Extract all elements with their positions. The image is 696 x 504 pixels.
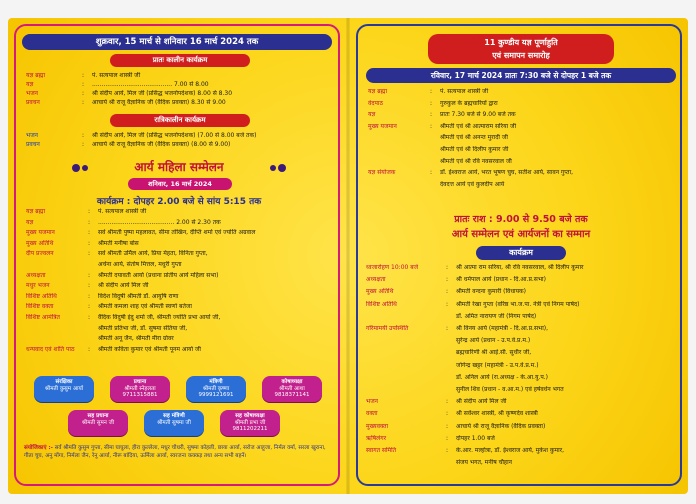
- contact-name: श्रीमती सुषमा जी: [157, 419, 191, 426]
- row-label: अध्यक्षता: [26, 271, 46, 279]
- info-row: [366, 374, 676, 382]
- row-colon: :: [88, 218, 91, 226]
- info-row: [26, 272, 332, 280]
- row-colon: :: [430, 122, 433, 130]
- contact-name: श्रीमती आशा: [279, 385, 305, 392]
- night-program-title: रात्रिकालीन कार्यक्रम: [110, 114, 250, 127]
- row-value: ........................................ 2.00 से 2.30 तक: [98, 218, 221, 226]
- contact-role: कोषाध्यक्षा: [281, 379, 303, 385]
- decor-dot: [270, 165, 276, 171]
- info-row: [26, 240, 332, 248]
- contact-phone: 9811202211: [232, 426, 268, 432]
- info-row: [26, 81, 332, 89]
- row-label: प्रवचन: [26, 99, 40, 106]
- info-row: [26, 314, 332, 322]
- row-colon: :: [88, 303, 91, 311]
- row-label: विशिष्ट अतिथि: [26, 292, 57, 300]
- info-row: [366, 459, 676, 467]
- row-label: यज्ञ ब्रह्मा: [368, 88, 388, 95]
- row-label: यज्ञ: [368, 111, 376, 119]
- brochure-sheet: [8, 18, 688, 494]
- row-value: जोगेन्द्र खट्टर (महामंत्री - उ.प.वे.प्र.म.): [456, 361, 539, 369]
- info-row: [26, 250, 332, 258]
- contact-role: सह मंत्रिणी: [163, 413, 185, 419]
- row-label: गरिमामयी उपस्थिति: [366, 325, 409, 332]
- row-colon: :: [82, 72, 85, 79]
- row-label: स्वागत समिति: [366, 447, 397, 454]
- info-row: [366, 435, 676, 443]
- row-colon: :: [446, 410, 449, 418]
- row-colon: :: [88, 314, 91, 321]
- row-colon: :: [88, 345, 91, 353]
- purnahuti-title: [428, 34, 614, 64]
- info-row: [26, 90, 332, 98]
- left-panel: [14, 24, 340, 486]
- footer-text: सर्व श्रीमति कुसुम गुप्ता, सीमा घाघुला, हीरा कुल्लेला, मधुर चौधरी, सुषमा कोहली, छाया आर्या, सरोज आहूजा, निर्मल वर्मा, सरला खुराना, गीता चुघ, अनु मोंगा, निर्मला जैन, रेनू आर्या, नीरू बांदिया, ऊर्मिला आर्या, स्वरजना कक्कड़ तथा अन्य सभी बहनें।: [24, 445, 326, 459]
- row-value: संजय भगत, मनीष चौहान: [456, 459, 513, 467]
- contact-card: [144, 410, 204, 436]
- info-row: [26, 335, 332, 343]
- contact-card: [68, 410, 128, 436]
- row-label: यज्ञ: [26, 218, 34, 226]
- purnahuti-title-line1: 11 कुण्डीय यज्ञ पूर्णाहुति: [484, 38, 558, 47]
- contact-role: सह प्रधाना: [87, 413, 109, 419]
- info-row: [368, 134, 674, 142]
- row-value: श्रीमती एवं श्री अनन्त मुरादी जी: [440, 134, 508, 142]
- row-value: श्रीमती कमला शाह एवं श्रीमती स्वर्णा बतेजा: [98, 303, 192, 311]
- contact-card: [262, 376, 322, 402]
- row-label: यज्ञ: [26, 81, 34, 88]
- row-label: मुख्य यजमान: [368, 122, 397, 130]
- row-label: वेदपाठ: [368, 99, 383, 107]
- contact-name: श्रीमती सुमन जी: [81, 419, 115, 426]
- info-row: [366, 362, 676, 370]
- row-value: श्रीमती एवं श्री रवि नवसरवाल जी: [440, 157, 512, 165]
- row-label: भजन: [26, 90, 39, 97]
- row-label: मुख्य अतिथि: [26, 239, 54, 247]
- row-value: डॉ. ईश्वराज आर्य, भरत भूषण चुघ, सतीश आर्य, सावन गुप्ता,: [440, 169, 574, 177]
- row-label: यज्ञ संयोजक: [368, 169, 396, 177]
- info-row: [368, 146, 674, 154]
- date-banner: शुक्रवार, 15 मार्च से शनिवार 16 मार्च 2024 तक: [22, 34, 332, 50]
- row-label: दीप प्रज्वलन: [26, 250, 54, 258]
- row-value: श्रीमती एवं श्री दिलीप कुमार जी: [440, 146, 509, 153]
- row-label: यज्ञ ब्रह्मा: [26, 208, 46, 215]
- program-pill: कार्यक्रम: [476, 246, 566, 260]
- row-value: के.आर. मल्होत्रा, डॉ. ईश्वराज आर्य, मुकेश कुमार,: [456, 447, 565, 454]
- row-value: अर्चना आर्य, संतोष मित्तल, मधुरी गुप्ता: [98, 261, 182, 268]
- info-row: [366, 313, 676, 321]
- row-colon: :: [82, 99, 85, 106]
- row-label: यज्ञ ब्रह्मा: [26, 72, 46, 79]
- info-row: [366, 276, 676, 284]
- info-row: [26, 261, 332, 269]
- info-row: [26, 99, 332, 107]
- row-colon: :: [446, 398, 449, 406]
- center-fold: [346, 18, 350, 494]
- row-value: पं. सत्यपाल शास्त्री जी: [98, 208, 147, 215]
- row-colon: :: [88, 229, 91, 237]
- row-colon: :: [446, 447, 449, 454]
- sammelan-date: शनिवार, 16 मार्च 2024: [128, 178, 232, 190]
- row-value: सुनील शिव (प्रधान - व.आ.म.) एवं हर्षवर्धन भगत: [456, 386, 564, 393]
- contact-card: [34, 376, 94, 402]
- row-value: श्रीमती रेखा गुप्ता (वरिष्ठ भा.ज.पा. नेत्री एवं निगम पार्षद): [456, 300, 580, 308]
- row-colon: :: [446, 434, 449, 442]
- row-value: श्रीमती प्रतिभा जी, डॉ. सुषमा सेतिया जी,: [98, 324, 188, 332]
- row-value: डॉ. अनिल आर्य (रा.अध्यक्ष - के.आ.यु.प.): [456, 373, 548, 381]
- row-value: सुरेन्द्र आर्य (प्रधान - उ.प.वे.प्र.म.): [456, 337, 531, 345]
- info-row: [26, 219, 332, 227]
- row-value: श्री विनय आर्य (महामंत्री - दि.आ.प्र.सभा),: [456, 325, 549, 332]
- row-value: श्रीमती वन्दना कुमारी (विधायक): [456, 288, 527, 296]
- info-row: [366, 410, 676, 418]
- row-value: .......................................... 7.00 से 8.00: [92, 81, 209, 88]
- info-row: [26, 346, 332, 354]
- info-row: [368, 158, 674, 166]
- info-row: [26, 141, 332, 149]
- contact-name: श्रीमती कृष्णा: [202, 385, 230, 392]
- info-row: [366, 301, 676, 309]
- row-value: पं. सत्यपाल शास्त्री जी: [92, 72, 141, 79]
- row-colon: :: [82, 90, 85, 97]
- row-colon: :: [88, 208, 91, 215]
- row-value: सर्व श्रीमती पुष्पा महलावत, सीमा तोखिन, दीप्ति शर्मा एवं ज्योति अग्रवाल: [98, 229, 256, 237]
- contact-role: मंत्रिणी: [209, 379, 223, 385]
- row-value: पं. सत्यपाल शास्त्री जी: [440, 88, 489, 95]
- row-value: डॉ. अमित नारायण जी (निगम पार्षद): [456, 312, 537, 320]
- info-row: [366, 349, 676, 357]
- row-label: ऋषिलंगर: [366, 434, 387, 442]
- sammelan-time: कार्यक्रम : दोपहर 2.00 बजे से सांय 5:15 तक: [96, 197, 262, 207]
- info-row: [366, 264, 676, 272]
- info-row: [366, 447, 676, 455]
- row-colon: :: [82, 141, 85, 148]
- row-colon: :: [82, 132, 85, 139]
- row-label: मधुर भजन: [26, 282, 50, 290]
- row-value: श्रीमती अनू जैन, श्रीमती मीरा ग्रोवर: [98, 335, 174, 343]
- row-value: सर्व श्रीमती उर्मिल आर्य, प्रिया मेहता, विनिता गुप्ता,: [98, 250, 208, 258]
- row-label: धन्यवाद एवं शांति पाठ: [26, 345, 75, 353]
- row-label: मुख्यवक्ता: [366, 422, 389, 430]
- row-colon: :: [446, 325, 449, 332]
- info-row: [366, 325, 676, 333]
- row-label: भजन: [366, 398, 379, 406]
- info-row: [26, 72, 332, 80]
- row-value: आचार्य श्री राजू वैज्ञानिक जी (वैदिक प्रवक्ता) 8.30 से 9.00: [92, 99, 226, 106]
- row-label: ध्वजारोहण 10:00 बजे: [366, 264, 419, 271]
- decor-dot: [72, 164, 80, 172]
- contact-phone: 9711315881: [122, 392, 158, 398]
- contact-name: श्रीमती कुसुम आर्या: [44, 385, 84, 392]
- info-row: [368, 111, 674, 119]
- contact-phone: 9999121691: [198, 392, 234, 398]
- row-value: श्री संदीप आर्य, मिल जी (प्रसिद्ध भजनोपदेशक) 8.00 से 8.30: [92, 90, 233, 97]
- contact-role: प्रधाना: [133, 379, 147, 385]
- row-label: भजन: [26, 132, 39, 139]
- info-row: [368, 123, 674, 131]
- row-colon: :: [446, 276, 449, 284]
- row-value: देवदत्त आर्य एवं कुलदीप आर्य: [440, 180, 505, 188]
- row-label: वक्ता: [366, 410, 378, 418]
- row-value: श्रीमती मनीषा बोस: [98, 239, 139, 247]
- info-row: [26, 208, 332, 216]
- info-row: [26, 325, 332, 333]
- info-row: [366, 337, 676, 345]
- row-colon: :: [88, 282, 91, 290]
- row-colon: :: [88, 271, 91, 279]
- row-colon: :: [88, 250, 91, 258]
- contact-name: श्रीमती प्रभा जी: [234, 419, 266, 426]
- row-value: वैदिक विदुषी इंदु शर्मा जी, श्रीमती ज्योति प्रभा आर्या जी,: [98, 314, 221, 321]
- row-colon: :: [88, 292, 91, 300]
- row-label: मुख्य अतिथि: [366, 288, 394, 296]
- row-label: मुख्य यजमान: [26, 229, 55, 237]
- info-row: [366, 423, 676, 431]
- row-value: श्रीमती दयावती आर्या (प्रधाना प्रांतीय आर्य महिला सभा): [98, 271, 219, 279]
- row-value: श्री संदीप आर्य, मिल जी (प्रसिद्ध भजनोपदेशक) (7.00 से 8.00 बजे तक): [92, 132, 257, 139]
- info-row: [366, 398, 676, 406]
- contact-phone: 9818371141: [274, 392, 310, 398]
- row-colon: :: [430, 169, 433, 177]
- row-colon: :: [430, 111, 433, 119]
- row-colon: :: [446, 422, 449, 430]
- row-colon: :: [430, 99, 433, 107]
- contact-role: संरक्षिका: [55, 379, 73, 385]
- row-value: आचार्य श्री राजू वैज्ञानिक जी (वैदिक प्रवक्ता) (8.00 से 9.00): [92, 141, 231, 148]
- row-colon: :: [430, 88, 433, 95]
- purnahuti-title-line2: एवं समापन समारोह: [492, 51, 550, 60]
- info-row: [368, 88, 674, 96]
- row-label: विशिष्ट आमंत्रित: [26, 314, 60, 321]
- samman-line: आर्य सम्मेलन एवं आर्यजनों का सम्मान: [451, 229, 591, 240]
- footer-note: [24, 444, 332, 460]
- info-row: [366, 386, 676, 394]
- row-value: श्री संदीप आर्य मिल जी: [98, 282, 149, 290]
- row-value: श्री संदीप आर्य मिल जी: [456, 398, 507, 406]
- info-row: [26, 293, 332, 301]
- info-row: [26, 303, 332, 311]
- row-label: प्रवचन: [26, 141, 40, 148]
- row-value: ब्रह्मचारिणी श्री आई.सी. सुधीर जी,: [456, 349, 532, 357]
- row-value: श्रीमती कविता कुमार एवं श्रीमती पूनम आर्या जी: [98, 345, 201, 353]
- contact-card: [186, 376, 246, 402]
- row-value: गुरुकुल के ब्रह्मचारियों द्वारा: [440, 99, 498, 107]
- info-row: [368, 181, 674, 189]
- mahila-sammelan-title: आर्य महिला सम्मेलन: [134, 160, 224, 174]
- row-value: श्री आत्मा राम सरिया, श्री रवि नवसरवाल, श्री दिलीप कुमार: [456, 264, 584, 271]
- info-row: [26, 282, 332, 290]
- row-colon: :: [88, 239, 91, 247]
- row-value: श्री सर्वेश्वर शास्त्री, श्री कृष्णदेव शास्त्री: [456, 410, 538, 418]
- info-row: [366, 288, 676, 296]
- info-row: [368, 100, 674, 108]
- morning-program-title: प्रातः कालीन कार्यक्रम: [110, 54, 250, 67]
- info-row: [26, 132, 332, 140]
- decor-dot: [278, 164, 286, 172]
- row-colon: :: [446, 288, 449, 296]
- info-row: [368, 169, 674, 177]
- footer-label: संयोजिकाएं :-: [24, 445, 53, 451]
- decor-dot: [82, 165, 88, 171]
- info-row: [26, 229, 332, 237]
- row-value: श्रीमती एवं श्री आत्माराम सरिया जी: [440, 122, 517, 130]
- event-date-time: रविवार, 17 मार्च 2024 प्रातः 7:30 बजे से दोपहर 1 बजे तक: [366, 68, 676, 83]
- row-colon: :: [82, 81, 85, 88]
- breakfast-line: प्रातः राश : 9.00 से 9.50 बजे तक: [454, 214, 588, 225]
- row-value: श्री धर्मपाल आर्य (प्रधान - दि.आ.प्र.सभा): [456, 276, 546, 284]
- row-label: अध्यक्षता: [366, 276, 386, 284]
- contact-card: [220, 410, 280, 436]
- row-value: दोपहर 1.00 बजे: [456, 434, 495, 442]
- row-value: आचार्य श्री राजू वैज्ञानिक (वैदिक प्रवक्ता): [456, 422, 546, 430]
- contact-name: श्रीमती स्नेहलता: [124, 385, 156, 392]
- row-value: विदेश विदुषी श्रीमती डॉ. आयुषि राणा: [98, 292, 179, 300]
- contact-role: सह कोषाध्यक्षा: [235, 413, 265, 419]
- row-label: विशिष्ट अतिथि: [366, 300, 397, 308]
- row-colon: :: [446, 300, 449, 308]
- row-colon: :: [446, 264, 449, 271]
- right-panel: [356, 24, 682, 486]
- row-value: प्रातः 7.30 बजे से 9.00 बजे तक: [440, 111, 516, 119]
- row-label: विशिष्ट वक्ता: [26, 303, 54, 311]
- contact-card: [110, 376, 170, 402]
